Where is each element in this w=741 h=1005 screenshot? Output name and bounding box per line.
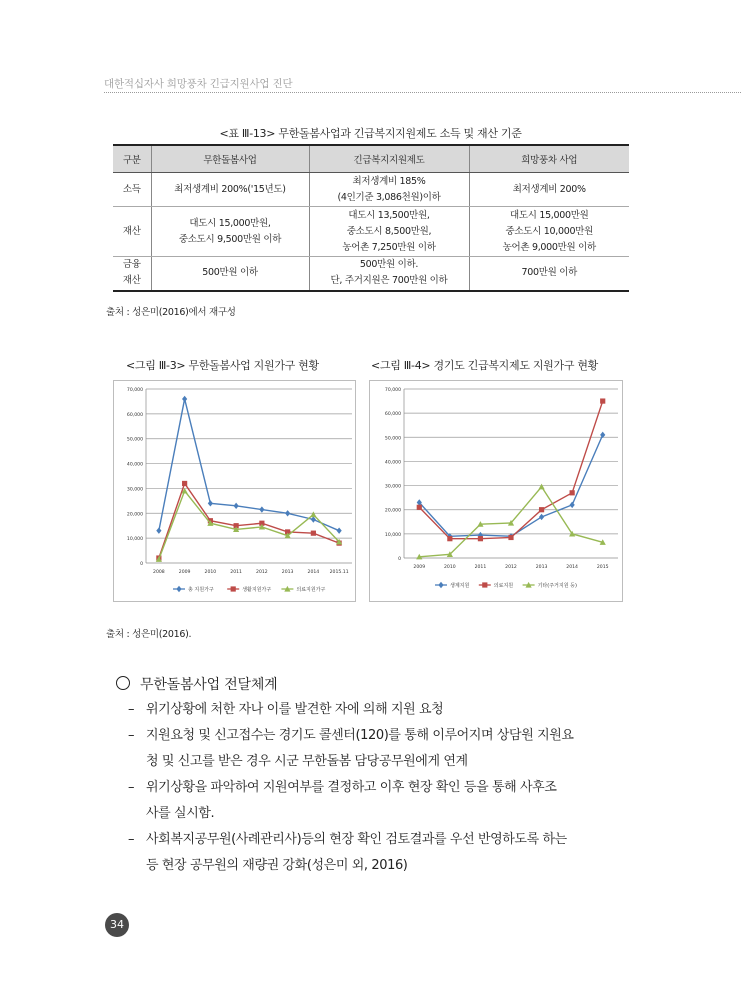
legend-label: 의료지원 (493, 583, 514, 589)
list-item: – 지원요청 및 신고접수는 경기도 콜센터(120)를 통해 이루어지며 상담원 지원요 청 및 신고를 받은 경우 시군 무한돌봄 담당공무원에게 연계 (128, 728, 574, 769)
data-point (478, 536, 483, 541)
x-tick-label: 2013 (281, 570, 294, 575)
circle-bullet-icon (116, 676, 130, 690)
table-cell: 대도시 13,500만원, 중소도시 8,500만원, 농어촌 7,250만원 이하 (309, 207, 469, 257)
row-label: 소득 (113, 173, 151, 207)
y-tick-label: 70,000 (126, 388, 143, 393)
y-tick-label: 20,000 (384, 508, 401, 514)
data-point (311, 531, 316, 536)
data-point (417, 505, 422, 510)
section-heading: 무한돌봄사업 전달체계 (116, 674, 278, 694)
legend-label: 생계지원 (450, 583, 470, 589)
criteria-table (113, 144, 629, 292)
table-row (113, 207, 629, 257)
data-point (570, 490, 575, 495)
y-tick-label: 60,000 (126, 412, 143, 418)
figure-caption-right: <그림 Ⅲ-4> 경기도 긴급복지제도 지원가구 현황 (371, 359, 599, 372)
y-tick-label: 30,000 (126, 487, 143, 493)
list-item: – 사회복지공무원(사례관리사)등의 현장 확인 검토결과를 우선 반영하도록 하는 등 현장 공무원의 재량권 강화(성은미 외, 2016) (128, 832, 567, 873)
y-tick-label: 50,000 (384, 436, 401, 442)
table-cell: 대도시 15,000만원 중소도시 10,000만원 농어촌 9,000만원 이하 (469, 207, 629, 257)
y-tick-label: 50,000 (126, 437, 143, 443)
x-tick-label: 2014 (307, 570, 320, 575)
table-cell: 최저생계비 200%('15년도) (151, 173, 309, 207)
x-tick-label: 2013 (535, 565, 548, 570)
x-tick-label: 2015.11 (329, 570, 349, 575)
x-tick-label: 2011 (474, 565, 487, 570)
data-point (508, 535, 513, 540)
y-tick-label: 40,000 (126, 462, 143, 468)
y-tick-label: 10,000 (126, 537, 143, 543)
legend-label: 총 지원가구 (188, 587, 214, 593)
x-tick-label: 2012 (256, 570, 268, 575)
column-header: 긴급복지지원제도 (309, 145, 469, 173)
figure-source: 출처 : 성은미(2016). (106, 629, 192, 640)
y-tick-label: 40,000 (384, 460, 401, 466)
data-point (182, 481, 187, 486)
x-tick-label: 2009 (178, 570, 191, 575)
list-item: – 위기상황을 파악하여 지원여부를 결정하고 이후 현장 확인 등을 통해 사후조 사를 실시함. (128, 780, 557, 821)
data-point (447, 536, 452, 541)
table-row (113, 257, 629, 291)
running-header: 대한적십자사 희망풍차 긴급지원사업 진단 (104, 78, 293, 90)
legend-label: 의료지원가구 (296, 587, 326, 593)
chart-emergency-welfare (369, 380, 623, 606)
column-header: 희망풍차 사업 (469, 145, 629, 173)
column-header: 구분 (113, 145, 151, 173)
table-cell: 700만원 이하 (469, 257, 629, 291)
page-number: 34 (105, 913, 129, 937)
header-divider (104, 92, 741, 93)
data-point (482, 582, 487, 587)
legend-entry (173, 586, 214, 593)
y-tick-label: 70,000 (384, 388, 401, 393)
list-item: – 위기상황에 처한 자나 이를 발견한 자에 의해 지원 요청 (128, 702, 444, 717)
x-tick-label: 2015 (596, 565, 609, 570)
legend-label: 기타(주거지원 등) (537, 583, 577, 589)
y-tick-label: 0 (398, 557, 401, 562)
table-row (113, 173, 629, 207)
table-cell: 최저생계비 185% (4인기준 3,086천원)이하 (309, 173, 469, 207)
column-header: 무한돌봄사업 (151, 145, 309, 173)
data-point (231, 586, 236, 591)
x-tick-label: 2009 (413, 565, 426, 570)
figure-caption-left: <그림 Ⅲ-3> 무한돌봄사업 지원가구 현황 (126, 359, 319, 372)
chart-frame (370, 381, 623, 602)
table-cell: 500만원 이하 (151, 257, 309, 291)
table-source: 출처 : 성은미(2016)에서 재구성 (106, 307, 236, 318)
y-tick-label: 60,000 (384, 412, 401, 418)
table-cell: 500만원 이하. 단, 주거지원은 700만원 이하 (309, 257, 469, 291)
line-chart (369, 380, 623, 602)
x-tick-label: 2012 (505, 565, 517, 570)
x-tick-label: 2010 (444, 565, 456, 570)
table-cell: 대도시 15,000만원, 중소도시 9,500만원 이하 (151, 207, 309, 257)
chart-infinite-care (113, 380, 356, 606)
x-tick-label: 2014 (566, 565, 578, 570)
table-caption: <표 Ⅲ-13> 무한돌봄사업과 긴급복지지원제도 소득 및 재산 기준 (219, 127, 522, 140)
table-header-row (113, 145, 629, 173)
x-tick-label: 2008 (153, 570, 165, 575)
y-tick-label: 10,000 (384, 532, 401, 538)
legend-label: 생활지원가구 (242, 587, 272, 593)
x-tick-label: 2011 (230, 570, 242, 575)
x-tick-label: 2010 (204, 570, 217, 575)
row-label: 금융 재산 (113, 257, 151, 291)
y-tick-label: 0 (140, 562, 143, 567)
line-chart (113, 380, 356, 602)
row-label: 재산 (113, 207, 151, 257)
y-tick-label: 20,000 (126, 512, 143, 518)
table-cell: 최저생계비 200% (469, 173, 629, 207)
data-point (600, 398, 605, 403)
y-tick-label: 30,000 (384, 484, 401, 490)
data-point (539, 507, 544, 512)
